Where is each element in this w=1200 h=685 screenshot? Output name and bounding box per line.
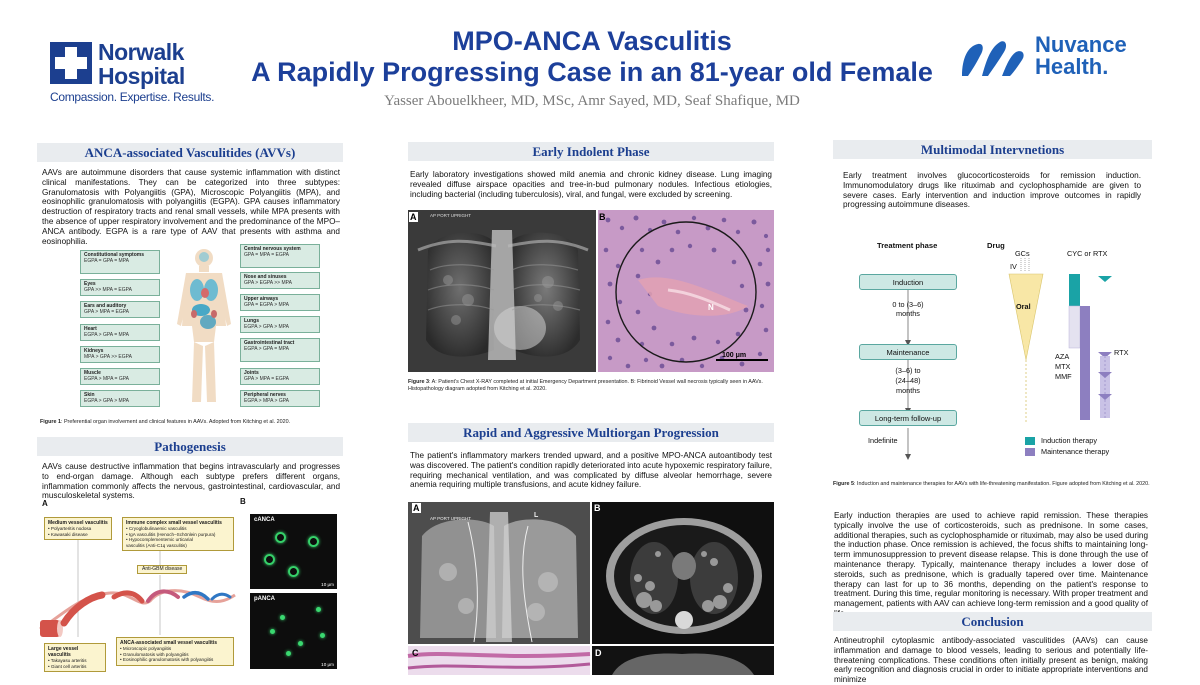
title-block <box>230 26 954 110</box>
gcs-label: GCs <box>1015 249 1030 258</box>
duration-maintenance-2: (24–48) <box>895 376 921 385</box>
norwalk-hospital-logo <box>48 39 215 106</box>
medium-vessel-box <box>44 517 112 540</box>
figure-1-organ-involvement <box>80 244 320 410</box>
early-panel-label-a: A <box>410 212 417 222</box>
figure-3-caption-text: : A: Patient's Chest X-RAY completed at initial Emergency Department presentation. B: Fibrinoid Vessel wall necrosis typically seen in AAVs. Histopathology diagram adopted from Kitching et al. 2020. <box>408 379 763 392</box>
organ-box <box>240 390 320 407</box>
organ-value: GPA > MPA = EGPA <box>244 376 290 382</box>
legend-swatch-induction <box>1025 437 1035 445</box>
xray-side-marker: L <box>534 512 539 519</box>
organ-name: Kidneys <box>84 348 104 354</box>
figure-1-caption <box>40 419 340 426</box>
organ-value: GPA > EGPA >> MPA <box>244 280 292 286</box>
medium-vessel-item: • Polyarteritis nodosa <box>48 526 92 531</box>
organ-box <box>240 244 320 268</box>
medium-vessel-item: • Kawasaki disease <box>48 531 88 537</box>
section-title-multimodal: Multimodal Intervnetions <box>833 140 1152 159</box>
section-title-rapid: Rapid and Aggressive Multiorgan Progression <box>408 423 774 442</box>
anca-small-vessel-box <box>116 637 234 666</box>
figure-1-caption-text: : Preferential organ involvement and clinical features in AAVs. Adopted from Kitching et al. 2020. <box>60 419 291 425</box>
organ-value: GPA = EGPA > MPA <box>244 302 290 308</box>
organ-box <box>80 346 160 363</box>
ct-scan-image <box>592 502 774 644</box>
organ-name: Joints <box>244 370 259 376</box>
fluorescent-cell <box>280 615 285 620</box>
figure-pathogenesis <box>40 497 340 672</box>
rapid-panel-label-c: C <box>412 648 419 658</box>
authors: Yasser Abouelkheer, MD, MSc, Amr Sayed, MD, Seaf Shafique, MD <box>384 93 800 109</box>
rapid-panel-label-d: D <box>595 648 602 658</box>
organ-name: Constitutional symptoms <box>84 252 145 258</box>
duration-maintenance-1: (3–6) to <box>895 366 921 375</box>
organ-box <box>80 324 160 341</box>
medium-vessel-title: Medium vessel vasculitis <box>48 520 108 526</box>
figure-5-label: Figure 5 <box>833 481 854 487</box>
organ-name: Lungs <box>244 318 259 324</box>
organ-box <box>240 316 320 333</box>
organ-value: GPA > MPA = EGPA <box>84 309 130 315</box>
drug-mmf: MMF <box>1055 372 1072 381</box>
xray-overlay-text: AP PORT UPRIGHT <box>430 516 472 521</box>
fluorescent-cell <box>316 607 321 612</box>
hospital-cross-icon <box>50 42 92 84</box>
anca-small-vessel-title: ANCA-associated small vessel vasculitis <box>120 640 217 646</box>
logo-left-tagline: Compassion. Expertise. Results. <box>50 90 215 104</box>
logo-left-line2: Hospital <box>98 63 185 89</box>
fluorescent-cell <box>286 651 291 656</box>
organ-box <box>240 272 320 289</box>
duration-induction-1: 0 to (3–6) <box>892 300 924 309</box>
phase-maintenance: Maintenance <box>859 344 957 360</box>
fluorescent-cell <box>275 532 286 543</box>
canca-micrograph <box>250 514 337 589</box>
logo-right-line2: Health. <box>1035 54 1109 79</box>
organ-name: Heart <box>84 326 97 332</box>
fluorescent-cell <box>298 641 303 646</box>
legend-maintenance: Maintenance therapy <box>1041 447 1110 456</box>
xray-overlay-text: AP PORT UPRIGHT <box>430 213 472 218</box>
section-title-anca: ANCA-associated Vasculitides (AVVs) <box>37 143 343 162</box>
drug-aza: AZA <box>1055 352 1070 361</box>
legend-swatch-maintenance <box>1025 448 1035 456</box>
drug-mtx: MTX <box>1055 362 1071 371</box>
drug-rtx: RTX <box>1114 348 1129 357</box>
histology-scale: 100 μm <box>722 352 747 359</box>
chest-xray-drawing <box>408 210 596 372</box>
figure-3-label: Figure 3 <box>408 379 429 385</box>
phase-long-term-followup: Long-term follow-up <box>859 410 957 426</box>
fluorescent-cell <box>320 633 325 638</box>
logo-right-line1: Nuvance <box>1035 32 1127 57</box>
conclusion-body: Antineutrophil cytoplasmic antibody-associated vasculitides (AAVs) can cause inflammation and damage to blood vessels, leading to serious and potentially life-threatening complications. These conditions often initially present as benign, making early recognition and diagnosis crucial in order to initiate appropriate interventions and minimize <box>834 636 1148 685</box>
histology-drawing <box>598 210 774 372</box>
organ-value: MPA > GPA >> EGPA <box>84 354 132 360</box>
duration-induction-2: months <box>896 309 920 318</box>
organ-value: EGPA > GPA > MPA <box>244 324 290 330</box>
human-body-diagram <box>172 246 236 406</box>
organ-name: Skin <box>84 392 95 398</box>
immune-complex-item: • Cryoglobulinaemic vasculitis <box>126 526 187 531</box>
large-vessel-title: Large vessel vasculitis <box>48 646 79 658</box>
rapid-body: The patient's inflammatory markers trended upward, and a positive MPO-ANCA autoantibody test was discovered. The patient's condition rapidly deteriorated into acute hypoxemic respiratory failure, requiring mechanical ventilation, and was complicated by diffuse alveolar hemorrhage, severe anemia requiring multiple transfusions, and acute kidney failure. <box>410 451 772 490</box>
immune-complex-item: • Hypocomplementemic urticarial <box>126 537 193 543</box>
organ-value: GPA >> MPA = EGPA <box>84 287 132 293</box>
histopathology-image <box>598 210 774 372</box>
oral-label: Oral <box>1016 302 1031 311</box>
organ-value: EGPA > GPA = MPA <box>84 332 130 338</box>
figure-3-caption <box>408 379 774 393</box>
figure-5-caption <box>833 481 1153 488</box>
ct-coronal-image <box>592 646 774 675</box>
organ-box <box>80 390 160 407</box>
scale-bar: 10 μm <box>321 582 334 587</box>
section-title-conclusion: Conclusion <box>833 612 1152 631</box>
poster-title-line2: A Rapidly Progressing Case in an 81-year old Female <box>251 57 933 87</box>
fluorescent-cell <box>270 629 275 634</box>
multimodal-body-2: Early induction therapies are used to achieve rapid remission. These therapies typically involve the use of corticosteroids, such as prednisone. In some cases, additional therapies, such as cyclophosphamide or rituximab, may also be used during the induction phase. Once remission is achieved, the focus shifts to maintaining long-term immunosuppression to prevent disease relapse. This is done through the use of maintenance therapy. Typically, maintenance therapy includes a lower dose of steroids, such as prednisone, which is gradually tapered over time. Maintenance therapy can last for up to 36 months, depending on the patient's response to treatment. During this time, regular monitoring is necessary. With proper treatment and management, patients with AAV can achieve long-term remission and a good quality of <box>834 511 1148 609</box>
histology-marker-n: N <box>708 303 714 312</box>
organ-name: Central nervous system <box>244 246 301 252</box>
anca-small-vessel-item: • Eosinophilic granulomatosis with polyangiitis <box>120 657 214 663</box>
immune-complex-title: Immune complex small vessel vasculitis <box>126 520 222 526</box>
rapid-panel-label-b: B <box>594 503 601 513</box>
duration-maintenance-3: months <box>896 386 920 395</box>
iv-label: IV <box>1010 262 1017 271</box>
organ-name: Nose and sinuses <box>244 274 287 280</box>
panca-micrograph <box>250 593 337 669</box>
ct-scan-drawing <box>592 502 774 644</box>
biopsy-drawing <box>408 646 590 675</box>
organ-name: Gastrointestinal tract <box>244 340 295 346</box>
panel-label-b: B <box>240 497 246 506</box>
organ-name: Eyes <box>84 281 96 287</box>
organ-value: GPA = MPA = EGPA <box>244 252 290 258</box>
biopsy-image <box>408 646 590 675</box>
section-title-early: Early Indolent Phase <box>408 142 774 161</box>
large-vessel-box <box>44 643 106 672</box>
chest-xray-image <box>408 210 596 372</box>
poster-header <box>0 0 1200 125</box>
anca-body: AAVs are autoimmune disorders that cause systemic inflammation with distinct clinical manifestations. They can be categorized into three subtypes: Granulomatosis with Polyangiitis (GPA), Microscopic Polyangiitis (MPA), and eosinophilic granulomatosis with polyangiitis (EGPA). GPA causes inflammatory destruction of respiratory tracts and renal small vessels, while MPA presents with the absence of upper respiratory involvement and the predominance of the MPO–ANCA antibody. EGPA is a rare type of AAV that presents with asthma and eosinophilia. <box>42 168 340 246</box>
pathogenesis-body: AAVs cause destructive inflammation that begins intravascularly and progresses to end-organ damage. Although each subtype prefers different organs, inflammation commonly affects the nervous, gastrointestinal, cardiovascular, and musculoskeletal systems. <box>42 462 340 501</box>
organ-box <box>240 368 320 385</box>
fluorescent-cell <box>308 536 319 547</box>
immune-complex-item: vasculitis (Anti-C1q vasculitis) <box>126 542 187 548</box>
organ-box <box>80 301 160 318</box>
poster-title-line1: MPO-ANCA Vasculitis <box>452 26 732 56</box>
immune-complex-item: • IgA vasculitis (Henoch–Schönlein purpura) <box>126 531 216 537</box>
nuvance-health-logo <box>958 34 1148 80</box>
organ-value: EGPA > MPA > GPA <box>244 398 290 404</box>
drug-header: Drug <box>987 241 1005 250</box>
large-vessel-item: • Giant cell arteritis <box>48 663 87 669</box>
organ-box <box>240 338 320 362</box>
logo-left-line1: Norwalk <box>98 39 184 65</box>
figure-5-caption-text: : Induction and maintenance therapies for AAVs with life-threatening manifestation. Figure adopted from Kitching et al. 2020. <box>853 481 1150 487</box>
anti-gbm-box: Anti-GBM disease <box>137 565 187 574</box>
organ-value: EGPA > GPA = MPA <box>244 346 290 352</box>
panca-label: pANCA <box>254 596 275 602</box>
scale-bar: 10 μm <box>321 662 334 667</box>
organ-name: Upper airways <box>244 296 279 302</box>
ct-coronal-drawing <box>592 646 774 675</box>
organ-box <box>240 294 320 311</box>
organ-name: Peripheral nerves <box>244 392 286 398</box>
canca-label: cANCA <box>254 517 275 523</box>
duration-indefinite: Indefinite <box>868 436 898 445</box>
figure-5-treatment-diagram <box>855 236 1155 472</box>
fluorescent-cell <box>288 566 299 577</box>
organ-value: EGPA = GPA = MPA <box>84 258 130 264</box>
panel-label-a: A <box>42 499 48 508</box>
organ-box <box>80 279 160 296</box>
organ-name: Ears and auditory <box>84 303 127 309</box>
fluorescent-cell <box>264 554 275 565</box>
immune-complex-box <box>122 517 234 551</box>
organ-value: EGPA > GPA > MPA <box>84 398 130 404</box>
early-panel-label-b: B <box>599 212 606 222</box>
ventilated-xray-image <box>408 502 590 644</box>
anca-small-vessel-item: • Microscopic polyangiitis <box>120 646 172 651</box>
phase-induction: Induction <box>859 274 957 290</box>
nuvance-mark-icon <box>958 36 1030 80</box>
treatment-phase-header: Treatment phase <box>877 241 938 250</box>
figure-1-label: Figure 1 <box>40 419 61 425</box>
large-vessel-item: • Takayasu arteritis <box>48 658 87 663</box>
section-title-pathogenesis: Pathogenesis <box>37 437 343 456</box>
anca-small-vessel-item: • Granulomatosis with polyangiitis <box>120 651 189 657</box>
legend-induction: Induction therapy <box>1041 436 1097 445</box>
organ-name: Muscle <box>84 370 101 376</box>
cyc-rtx-label: CYC or RTX <box>1067 249 1108 258</box>
ventilated-xray-drawing <box>408 502 590 644</box>
organ-box <box>80 368 160 385</box>
organ-value: EGPA > MPA = GPA <box>84 376 130 382</box>
multimodal-body: Early treatment involves glucocorticosteroids for remission induction. Immunomodulatory drugs like rituximab and cyclophosphamide are given to severe cases. Early intervention and induction improve outcomes in rapidly progressing autoimmune diseases. <box>843 171 1141 210</box>
early-body: Early laboratory investigations showed mild anemia and chronic kidney disease. Lung imaging revealed diffuse airspace opacities and tree-in-bud pulmonary nodules. Infectious etiologies, including bacterial (including tuberculosis), viral, and fungal, were excluded by screening. <box>410 170 772 199</box>
organ-box <box>80 250 160 274</box>
rapid-panel-label-a: A <box>413 503 420 513</box>
